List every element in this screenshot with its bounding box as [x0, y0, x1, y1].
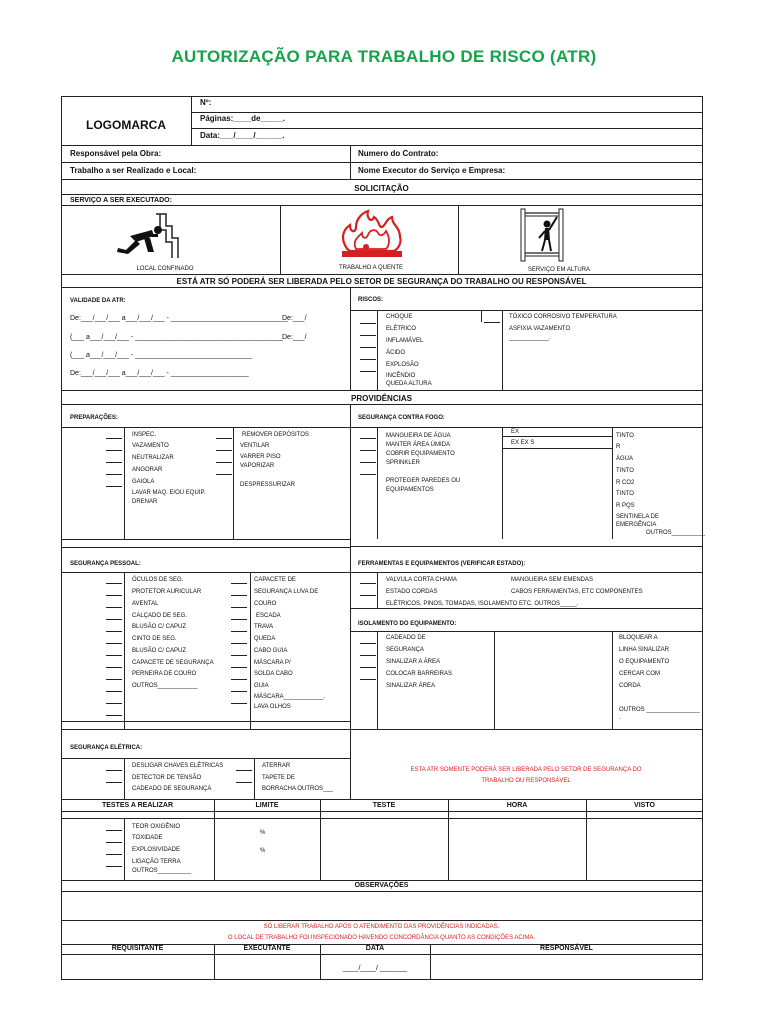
trabalho-local[interactable]: Trabalho a ser Realizado e Local:: [70, 166, 197, 175]
risco-queda-altura[interactable]: QUEDA ALTURA: [386, 381, 432, 387]
limite-explosividade[interactable]: %: [260, 848, 266, 854]
pessoal-oculos[interactable]: ÓCULOS DE SEG.: [132, 577, 184, 583]
icon-label-confinado: LOCAL CONFINADO: [136, 266, 194, 272]
ferramentas-label: FERRAMENTAS E EQUIPAMENTOS (VERIFICAR ESTADO):: [358, 561, 526, 567]
pessoal-blusao-2[interactable]: BLUSÃO C/ CAPUZ: [132, 648, 187, 654]
teste-header: TESTE: [372, 802, 396, 809]
risco-incendio[interactable]: INCÊNDIO: [386, 373, 416, 379]
fogo-r[interactable]: R: [616, 444, 621, 450]
responsavel-obra[interactable]: Responsável pela Obra:: [70, 149, 162, 158]
pessoal-mascara[interactable]: MÁSCARA____________.: [254, 694, 326, 700]
confined-space-icon[interactable]: [114, 212, 180, 260]
eletrica-tapete[interactable]: TAPETE DE: [262, 775, 295, 781]
ferr-eletricos[interactable]: ELÉTRICOS, PINOS, TOMADAS, ISOLAMENTO ETC. OUTROS_____.: [386, 601, 579, 607]
prep-gaiola[interactable]: GAIOLA: [132, 479, 155, 485]
fogo-tinto-3[interactable]: TINTO: [616, 491, 634, 497]
pessoal-protetor[interactable]: PROTETOR AURICULAR: [132, 589, 202, 595]
icon-label-quente: TRABALHO A QUENTE: [338, 265, 404, 271]
isol-outros-end: .: [619, 715, 621, 721]
fogo-tinto-1[interactable]: TINTO: [616, 433, 634, 439]
isol-sinalizar[interactable]: SINALIZAR ÁREA: [386, 683, 436, 689]
isol-equipamento[interactable]: O EQUIPAMENTO: [619, 659, 670, 665]
pages-field[interactable]: Páginas:____de_____.: [200, 114, 285, 123]
isolamento-label: ISOLAMENTO DO EQUIPAMENTO:: [358, 621, 457, 627]
section-observacoes: OBSERVAÇÕES: [354, 882, 409, 889]
data-header: DATA: [365, 945, 385, 952]
responsavel-header: RESPONSÁVEL: [540, 945, 593, 952]
fogo-ex-s[interactable]: EX EX S: [511, 440, 535, 446]
pessoal-guia[interactable]: GUIA: [254, 683, 269, 689]
prep-drenar[interactable]: DRENAR: [132, 499, 158, 505]
fogo-sentinela[interactable]: SENTINELA DE: [616, 514, 660, 520]
pessoal-blusao-1[interactable]: BLUSÃO C/ CAPUZ: [132, 624, 187, 630]
numero-contrato[interactable]: Numero do Contrato:: [358, 149, 439, 158]
fogo-equipamentos[interactable]: EQUIPAMENTOS: [386, 487, 434, 493]
pessoal-mascara-p[interactable]: MÁSCARA P/: [254, 660, 291, 666]
eletrica-label: SEGURANÇA ELÉTRICA:: [70, 745, 143, 751]
data-assinatura[interactable]: ____/____/ _______: [342, 965, 408, 972]
fogo-ex[interactable]: EX: [511, 429, 520, 435]
prep-varrer[interactable]: VARRER PISO: [240, 454, 281, 460]
visto-header: VISTO: [634, 802, 655, 809]
isol-linha[interactable]: LINHA SINALIZAR: [619, 647, 670, 653]
validade-right-2[interactable]: De:___/: [282, 334, 307, 341]
pessoal-luva[interactable]: SEGURANÇA LUVA DE: [254, 589, 319, 595]
fogo-cobrir[interactable]: COBRIR EQUIPAMENTO: [386, 451, 455, 457]
teste-ligacao-terra[interactable]: LIGAÇÃO TERRA: [132, 859, 181, 865]
date-field[interactable]: Data:___/____/______.: [200, 131, 285, 140]
icon-label-altura: SERVIÇO EM ALTURA: [527, 267, 591, 273]
pessoal-queda[interactable]: QUEDA: [254, 636, 276, 642]
eletrica-detector[interactable]: DETECTOR DE TENSÃO: [132, 775, 202, 781]
prep-ventilar[interactable]: VENTILAR: [240, 443, 270, 449]
validade-line-2[interactable]: (___ a___/___/___ - ______________________________________: [70, 334, 283, 341]
fogo-mangueira[interactable]: MANGUEIRA DE ÁGUA: [386, 433, 451, 439]
ferr-valvula[interactable]: VALVULA CORTA CHAMA: [386, 577, 457, 583]
prep-remover[interactable]: REMOVER DEPÓSITOS: [242, 432, 309, 438]
section-solicitacao: SOLICITAÇÃO: [354, 184, 409, 193]
isol-outros[interactable]: OUTROS ________________: [619, 707, 700, 713]
ferr-mangueira[interactable]: MANGUEIRA SEM EMENDAS: [511, 577, 594, 583]
validade-line-1[interactable]: De:___/___/___ a___/___/___ - ______________________________: [70, 315, 288, 322]
prep-lavar[interactable]: LAVAR MAQ. E/OU EQUIP.: [132, 490, 206, 496]
hora-header: HORA: [506, 802, 528, 809]
isol-barreiras[interactable]: COLOCAR BARREIRAS: [386, 671, 453, 677]
form-title: AUTORIZAÇÃO PARA TRABALHO DE RISCO (ATR): [171, 47, 597, 66]
section-providencias: PROVIDÊNCIAS: [351, 394, 412, 403]
atr-notice: ESTÁ ATR SÓ PODERÁ SER LIBERADA PELO SETOR DE SEGURANÇA DO TRABALHO OU RESPONSÁVEL: [176, 277, 587, 286]
pessoal-capacete-de[interactable]: CAPACETE DE: [254, 577, 296, 583]
eletrica-cadeado[interactable]: CADEADO DE SEGURANÇA: [132, 786, 212, 792]
work-at-height-icon[interactable]: [519, 207, 567, 263]
isol-corda[interactable]: CORDA: [619, 683, 641, 689]
isol-cadeado[interactable]: CADEADO DE: [386, 635, 426, 641]
eletrica-notice-1: ESTA ATR SOMENTE PODERÁ SER LIBERADA PELO SETOR DE SEGURANÇA DO: [410, 767, 642, 773]
riscos-label: RISCOS:: [358, 297, 384, 303]
isol-seguranca[interactable]: SEGURANÇA: [386, 647, 425, 653]
teste-outros[interactable]: OUTROS__________: [132, 868, 192, 874]
risco-choque[interactable]: CHOQUE: [386, 314, 413, 320]
risco-outros[interactable]: ____________.: [509, 335, 551, 341]
fogo-tinto-2[interactable]: TINTO: [616, 468, 634, 474]
prep-angorar[interactable]: ANGORAR: [132, 467, 163, 473]
obs-note-1: SÓ LIBERAR TRABALHO APÓS O ATENDIMENTO DAS PROVIDÊNCIAS INDICADAS.: [263, 924, 500, 930]
prep-neutralizar[interactable]: NEUTRALIZAR: [132, 455, 174, 461]
prep-despressurizar[interactable]: DESPRESSURIZAR: [240, 482, 296, 488]
fogo-rco2[interactable]: R CO2: [616, 480, 635, 486]
risco-inflamavel[interactable]: INFLAMÁVEL: [386, 338, 424, 344]
doc-number[interactable]: Nº:: [200, 98, 212, 107]
pessoal-trava[interactable]: TRAVA: [254, 624, 274, 630]
pessoal-lava-olhos[interactable]: LAVA OLHOS: [254, 704, 291, 710]
pessoal-label: SEGURANÇA PESSOAL:: [70, 561, 141, 567]
teste-oxigenio[interactable]: TEOR OXIGÊNIO: [132, 824, 181, 830]
pessoal-cinto[interactable]: CINTO DE SEG.: [132, 636, 177, 642]
validade-line-3[interactable]: (___ a___/___/___ - ______________________________: [70, 352, 252, 359]
fogo-outros[interactable]: OUTROS__________: [646, 530, 706, 536]
fogo-sprinkler[interactable]: SPRINKLER: [386, 460, 421, 466]
risco-toxico[interactable]: TÓXICO CORROSIVO TEMPERATURA: [509, 314, 617, 320]
logo-placeholder: LOGOMARCA: [86, 118, 166, 132]
risco-asfixia[interactable]: ASFIXIA VAZAMENTO: [509, 326, 571, 332]
pessoal-solda[interactable]: SOLDA CABO: [254, 671, 293, 677]
executor-empresa[interactable]: Nome Executor do Serviço e Empresa:: [358, 166, 506, 175]
prep-vazamento[interactable]: VAZAMENTO: [132, 443, 169, 449]
fogo-area-umida[interactable]: MANTER ÁREA ÚMIDA: [386, 442, 451, 448]
servico-label: SERVIÇO A SER EXECUTADO:: [70, 197, 172, 204]
pessoal-outros[interactable]: OUTROS____________: [132, 683, 198, 689]
limite-oxigenio[interactable]: %: [260, 830, 266, 836]
limite-header: LIMITE: [255, 802, 279, 809]
requisitante-header: REQUISITANTE: [111, 945, 164, 952]
risco-explosao[interactable]: EXPLOSÃO: [386, 362, 419, 368]
risco-acido[interactable]: ÁCIDO: [386, 350, 406, 356]
eletrica-aterrar[interactable]: ATERRAR: [262, 763, 291, 769]
ferr-cabos[interactable]: CABOS FERRAMENTAS, ETC COMPONENTES: [511, 589, 643, 595]
prep-vaporizar[interactable]: VAPORIZAR: [240, 463, 275, 469]
fogo-rpqs[interactable]: R PQS: [616, 503, 635, 509]
validade-label: VALIDADE DA ATR:: [70, 298, 126, 304]
fogo-proteger[interactable]: PROTEGER PAREDES OU: [386, 478, 461, 484]
risco-eletrico[interactable]: ELÉTRICO: [386, 326, 417, 332]
obs-note-2: O LOCAL DE TRABALHO FOI INSPECIONADO HAVENDO CONCORDÂNCIA QUANTO AS CONDIÇÕES ACIMA.: [227, 935, 536, 941]
isol-sinalizar-area[interactable]: SINALIZAR A ÁREA: [386, 659, 441, 665]
ferr-cordas[interactable]: ESTADO CORDAS: [386, 589, 438, 595]
prep-inspec[interactable]: INSPEC.: [132, 432, 157, 438]
pessoal-escada[interactable]: ESCADA: [256, 613, 281, 619]
validade-line-4[interactable]: De:___/___/___ a___/___/___ - ____________________: [70, 370, 249, 377]
pessoal-calcado[interactable]: CALÇADO DE SEG.: [132, 613, 188, 619]
fogo-label: SEGURANÇA CONTRA FOGO:: [358, 415, 445, 421]
pessoal-cabo-guia[interactable]: CABO GUIA: [254, 648, 288, 654]
validade-right-1[interactable]: De:___/: [282, 315, 307, 322]
eletrica-desligar[interactable]: DESLIGAR CHAVES ELÉTRICAS: [132, 763, 224, 769]
teste-explosividade[interactable]: EXPLOSIVIDADE: [132, 847, 181, 853]
preparacoes-label: PREPARAÇÕES:: [70, 415, 118, 421]
pessoal-capacete[interactable]: CAPACETE DE SEGURANÇA: [132, 660, 214, 666]
isol-bloquear[interactable]: BLOQUEAR A: [619, 635, 658, 641]
executante-header: EXECUTANTE: [243, 945, 291, 952]
fogo-agua[interactable]: ÁGUA: [616, 456, 634, 462]
isol-cercar[interactable]: CERCAR COM: [619, 671, 661, 677]
fogo-emergencia[interactable]: EMERGÊNCIA: [616, 522, 657, 528]
eletrica-borracha[interactable]: BORRACHA OUTROS___: [262, 786, 334, 792]
eletrica-notice-2: TRABALHO OU RESPONSÁVEL: [481, 778, 571, 784]
pessoal-perneira[interactable]: PERNEIRA DE COURO: [132, 671, 197, 677]
hot-work-flame-icon[interactable]: [336, 207, 408, 263]
teste-toxidade[interactable]: TOXIDADE: [132, 835, 163, 841]
pessoal-couro[interactable]: COURO: [254, 601, 277, 607]
pessoal-avental[interactable]: AVENTAL: [132, 601, 159, 607]
testes-header: TESTES A REALIZAR: [101, 802, 174, 809]
